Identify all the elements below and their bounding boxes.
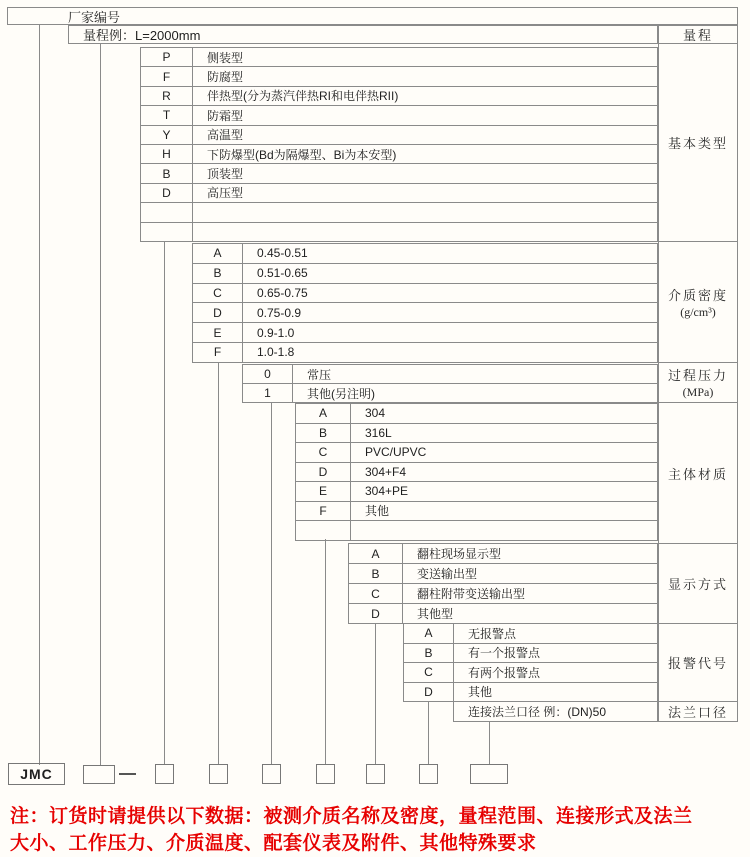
table-row [295, 481, 658, 502]
drop-line [375, 623, 376, 765]
order-note [10, 803, 748, 857]
code-cell: E [296, 482, 351, 501]
category-cell [658, 43, 738, 242]
desc-cell: 防霜型 [207, 108, 244, 123]
category-cell [658, 701, 738, 722]
code-cell: F [193, 343, 243, 362]
desc-cell: 高压型 [207, 186, 244, 201]
code-cell: C [404, 663, 454, 682]
code-cell: F [296, 502, 351, 521]
code-cell: A [296, 404, 351, 423]
table-row [140, 66, 658, 86]
code-cell: B [141, 164, 193, 182]
category-label: 法兰口径 [667, 705, 728, 720]
desc-cell: 0.45-0.51 [257, 246, 308, 261]
desc-cell: 其他型 [417, 607, 454, 621]
desc-cell: 防腐型 [207, 70, 244, 85]
table-row [403, 623, 658, 644]
category-cell [658, 362, 738, 403]
table-row [295, 501, 658, 522]
code-cell: T [141, 106, 193, 124]
code-cell: H [141, 145, 193, 163]
table-row [403, 662, 658, 683]
code-cell: P [141, 48, 193, 66]
code-cell: B [193, 264, 243, 283]
desc-cell: 316L [365, 425, 392, 440]
table-row [140, 86, 658, 106]
category-cell [658, 402, 738, 544]
code-cell: B [349, 564, 403, 583]
desc-cell: 0.65-0.75 [257, 285, 308, 300]
range-example-label: 量程例：L=2000mm [83, 28, 201, 43]
table-row [192, 322, 658, 343]
desc-cell: 常压 [307, 367, 332, 382]
desc-cell: 高温型 [207, 128, 244, 143]
code-box [209, 764, 228, 784]
code-cell: D [193, 303, 243, 322]
desc-cell: 顶装型 [207, 167, 244, 182]
desc-cell: 连接法兰口径 例：(DN)50 [468, 705, 607, 719]
table-row [140, 144, 658, 164]
desc-cell: 变送输出型 [417, 567, 478, 581]
range-code-box [83, 765, 115, 784]
flange-code-box [470, 764, 508, 784]
table-row [295, 462, 658, 483]
drop-line [325, 539, 326, 765]
code-box [155, 764, 174, 784]
code-cell: D [141, 184, 193, 202]
drop-line [271, 402, 272, 765]
desc-cell: 有一个报警点 [468, 646, 541, 661]
desc-cell: 1.0-1.8 [257, 345, 295, 360]
category-label: 主体材质 [667, 466, 728, 482]
table-row [192, 302, 658, 323]
desc-cell: 其他(另注明) [307, 386, 375, 401]
table-row [295, 520, 658, 541]
table-row [403, 682, 658, 703]
code-cell: 0 [243, 365, 293, 383]
table-row [140, 125, 658, 145]
category-cell [658, 25, 738, 44]
desc-cell: 侧装型 [207, 50, 244, 65]
table-row [140, 222, 658, 242]
desc-cell: PVC/UPVC [365, 445, 427, 460]
category-unit-label: (g/cm³) [680, 304, 716, 319]
code-cell [141, 203, 193, 221]
code-cell: C [349, 584, 403, 603]
table-row [403, 643, 658, 664]
code-cell [141, 223, 193, 241]
code-cell: C [296, 443, 351, 462]
model-prefix-label: JMC [20, 766, 53, 782]
category-label: 报警代号 [667, 656, 728, 671]
category-label: 基本类型 [667, 136, 728, 151]
code-cell: B [296, 424, 351, 443]
desc-cell: 其他 [468, 685, 493, 700]
desc-cell: 伴热型(分为蒸汽伴热RI和电伴热RII) [207, 89, 399, 104]
desc-cell: 翻柱附带变送输出型 [417, 587, 526, 601]
order-note-line1: 注：订货时请提供以下数据：被测介质名称及密度，量程范围、连接形式及法兰 [10, 806, 693, 827]
desc-cell: 304+F4 [365, 464, 407, 479]
table-row [192, 342, 658, 363]
dash-separator [119, 773, 136, 775]
drop-line [100, 44, 101, 765]
code-cell: D [296, 463, 351, 482]
drop-line [428, 701, 429, 765]
code-cell: C [193, 284, 243, 303]
desc-cell: 0.75-0.9 [257, 305, 302, 320]
table-row [140, 47, 658, 67]
desc-cell: 0.51-0.65 [257, 266, 308, 281]
table-row [140, 202, 658, 222]
table-row [140, 105, 658, 125]
desc-cell: 无报警点 [468, 626, 517, 641]
table-row [140, 163, 658, 183]
range-row [68, 25, 658, 44]
manufacturer-code-label: 厂家编号 [68, 9, 121, 25]
table-row [295, 442, 658, 463]
code-box [316, 764, 335, 784]
drop-line [164, 241, 165, 765]
table-row [453, 701, 658, 722]
code-box [419, 764, 438, 784]
desc-cell: 下防爆型(Bd为隔爆型、Bi为本安型) [207, 147, 397, 162]
category-cell [658, 623, 738, 702]
table-row [295, 423, 658, 444]
category-cell [658, 241, 738, 363]
category-label: 显示方式 [667, 577, 728, 592]
table-row [242, 383, 658, 403]
desc-cell: 有两个报警点 [468, 665, 541, 680]
table-row [140, 183, 658, 203]
table-row [348, 563, 658, 584]
desc-cell [193, 223, 657, 241]
category-unit-label: (MPa) [682, 385, 714, 399]
table-row [295, 403, 658, 424]
code-cell: D [349, 604, 403, 623]
table-row [348, 603, 658, 624]
category-label: 介质密度 [667, 287, 728, 303]
desc-cell [351, 521, 657, 540]
code-cell: A [349, 544, 403, 563]
code-cell: E [193, 323, 243, 342]
desc-cell [193, 203, 657, 221]
order-note-line2: 大小、工作压力、介质温度、配套仪表及附件、其他特殊要求 [10, 833, 537, 854]
table-row [348, 543, 658, 564]
drop-line [489, 721, 490, 765]
code-cell: B [404, 644, 454, 663]
table-row [192, 243, 658, 264]
code-cell: Y [141, 126, 193, 144]
desc-cell: 304 [365, 406, 386, 421]
code-cell: D [404, 683, 454, 702]
category-cell [658, 543, 738, 624]
model-prefix-box [8, 763, 65, 785]
category-label: 过程压力 [667, 368, 728, 383]
code-cell [296, 521, 351, 540]
code-cell: R [141, 87, 193, 105]
code-cell: F [141, 67, 193, 85]
drop-line [39, 24, 40, 765]
desc-cell: 其他 [365, 504, 390, 519]
code-cell: A [404, 624, 454, 643]
table-row [192, 263, 658, 284]
drop-line [218, 362, 219, 765]
table-row [192, 283, 658, 304]
code-box [262, 764, 281, 784]
category-label: 量程 [682, 28, 713, 43]
manufacturer-code-row [7, 7, 738, 25]
code-cell: A [193, 244, 243, 263]
code-box [366, 764, 385, 784]
desc-cell: 翻柱现场显示型 [417, 547, 502, 561]
desc-cell: 0.9-1.0 [257, 325, 295, 340]
code-cell: 1 [243, 384, 293, 402]
table-row [242, 364, 658, 384]
desc-cell: 304+PE [365, 484, 409, 499]
table-row [348, 583, 658, 604]
